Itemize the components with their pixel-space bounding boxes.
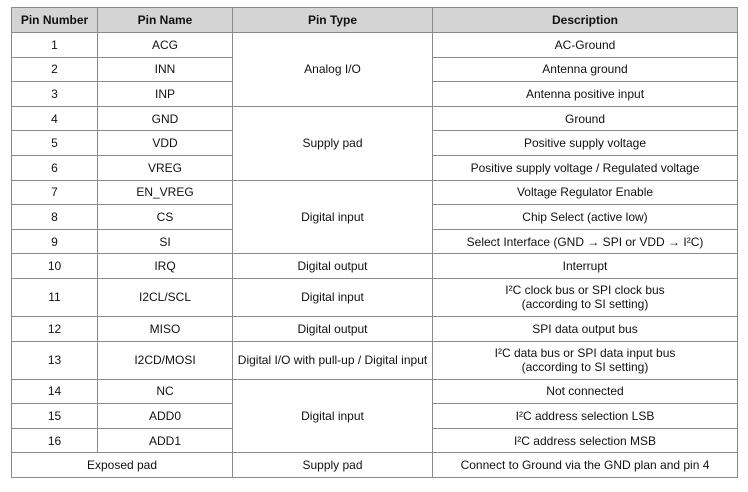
pin-name-cell: ADD1 [98,428,233,453]
pin-number-cell: 10 [12,254,98,279]
pin-number-cell: 12 [12,316,98,341]
pin-name-cell: MISO [98,316,233,341]
description-cell: Positive supply voltage / Regulated voltage [433,155,738,180]
description-cell: Connect to Ground via the GND plan and pin 4 [433,453,738,478]
description-cell [433,341,738,379]
pin-name-cell: CS [98,205,233,230]
pin-type-cell: Supply pad [233,106,433,180]
header-pin-name: Pin Name [98,8,233,33]
pin-type-cell: Digital I/O with pull-up / Digital input [233,341,433,379]
pin-name-cell: SI [98,229,233,254]
pin-number-cell: 15 [12,404,98,429]
pin-name-cell: ACG [98,33,233,58]
description-cell: Interrupt [433,254,738,279]
exposed-pad-cell: Exposed pad [12,453,233,478]
pin-name-cell: VREG [98,155,233,180]
description-cell: Ground [433,106,738,131]
table-row [12,33,738,58]
header-pin-number: Pin Number [12,8,98,33]
pin-name-cell: INN [98,57,233,82]
pin-name-cell: I2CD/MOSI [98,341,233,379]
pin-number-cell: 4 [12,106,98,131]
pin-type-cell: Digital input [233,278,433,316]
pin-number-cell: 5 [12,131,98,156]
description-cell: I²C address selection MSB [433,428,738,453]
pin-name-cell: INP [98,82,233,107]
description-cell: Chip Select (active low) [433,205,738,230]
pin-type-cell: Digital output [233,254,433,279]
pin-number-cell: 7 [12,180,98,205]
pin-number-cell: 8 [12,205,98,230]
description-cell [433,278,738,316]
pin-number-cell: 11 [12,278,98,316]
header-row [12,8,738,33]
pin-number-cell: 6 [12,155,98,180]
pin-name-cell: IRQ [98,254,233,279]
description-cell: Voltage Regulator Enable [433,180,738,205]
header-description: Description [433,8,738,33]
pin-type-cell: Analog I/O [233,33,433,107]
description-cell: Antenna positive input [433,82,738,107]
table-row [12,341,738,379]
pin-number-cell: 9 [12,229,98,254]
pin-type-cell: Digital input [233,379,433,453]
table-row [12,316,738,341]
description-cell: Positive supply voltage [433,131,738,156]
table-row [12,180,738,205]
pin-number-cell: 1 [12,33,98,58]
pin-number-cell: 16 [12,428,98,453]
description-line: I²C data bus or SPI data input bus [494,346,676,361]
table-row [12,254,738,279]
pin-type-cell: Digital input [233,180,433,254]
pin-name-cell: I2CL/SCL [98,278,233,316]
pin-table [11,7,738,478]
table-row [12,106,738,131]
description-cell: I²C address selection LSB [433,404,738,429]
header-pin-type: Pin Type [233,8,433,33]
pin-number-cell: 14 [12,379,98,404]
pin-name-cell: VDD [98,131,233,156]
pin-number-cell: 2 [12,57,98,82]
pin-type-cell: Supply pad [233,453,433,478]
pin-number-cell: 13 [12,341,98,379]
description-cell: SPI data output bus [433,316,738,341]
description-line: I²C clock bus or SPI clock bus [505,283,665,298]
description-line: (according to SI setting) [521,297,649,312]
pin-name-cell: EN_VREG [98,180,233,205]
description-cell: Select Interface (GND → SPI or VDD → I²C) [433,229,738,254]
pin-type-cell: Digital output [233,316,433,341]
description-cell: Not connected [433,379,738,404]
pin-number-cell: 3 [12,82,98,107]
pin-name-cell: ADD0 [98,404,233,429]
pin-name-cell: GND [98,106,233,131]
description-cell: Antenna ground [433,57,738,82]
description-cell: AC-Ground [433,33,738,58]
table-row [12,278,738,316]
pin-name-cell: NC [98,379,233,404]
table-row [12,453,738,478]
description-line: (according to SI setting) [521,360,649,375]
table-row [12,379,738,404]
